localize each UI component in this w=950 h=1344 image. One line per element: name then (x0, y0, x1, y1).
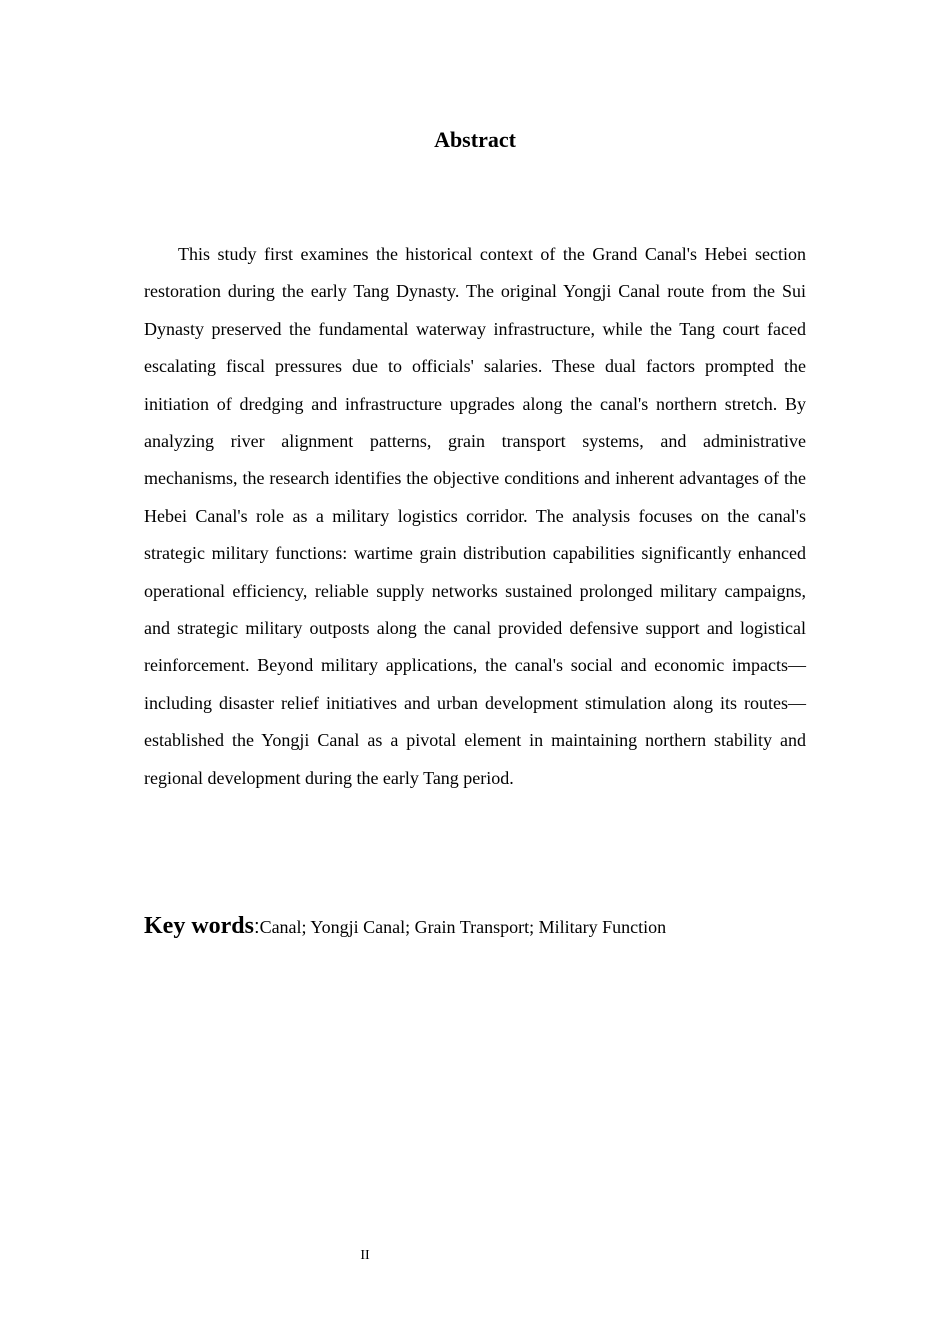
keywords-list: Canal; Yongji Canal; Grain Transport; Military Function (259, 917, 667, 937)
keywords-separator: : (254, 916, 260, 938)
keywords-line (144, 908, 806, 945)
keywords-label: Key words (144, 913, 254, 939)
page-number: II (360, 1248, 370, 1263)
page-title: Abstract (434, 127, 516, 152)
abstract-paragraph: This study first examines the historical context of the Grand Canal's Hebei section restoration during the early Tang Dynasty. The original Yongji Canal route from the Sui Dynasty preserved the fundamental waterway infrastructure, while the Tang court faced escalating fiscal pressures due to officials' salaries. These dual factors prompted the initiation of dredging and infrastructure upgrades along the canal's northern stretch. By analyzing river alignment patterns, grain transport systems, and administrative mechanisms, the research identifies the objective conditions and inherent advantages of the Hebei Canal's role as a military logistics corridor. The analysis focuses on the canal's strategic military functions: wartime grain distribution capabilities significantly enhanced operational efficiency, reliable supply networks sustained prolonged military campaigns, and strategic military outposts along the canal provided defensive support and logistical reinforcement. Beyond military applications, the canal's social and economic impacts—including disaster relief initiatives and urban development stimulation along its routes—established the Yongji Canal as a pivotal element in maintaining northern stability and regional development during the early Tang period. (144, 244, 806, 788)
